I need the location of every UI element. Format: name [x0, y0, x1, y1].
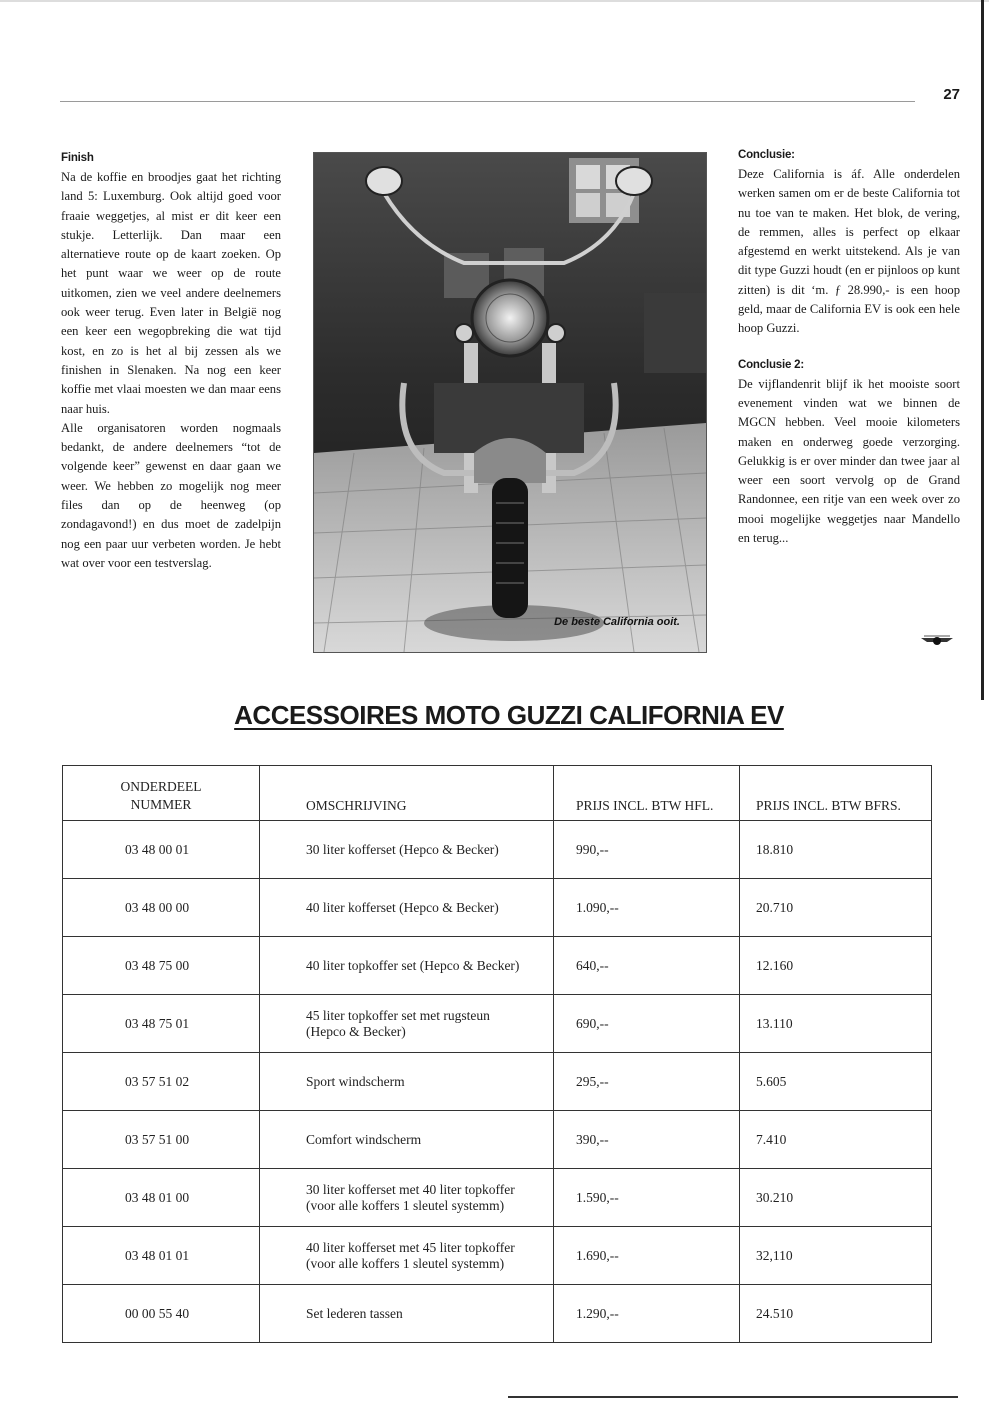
bottom-rule: [508, 1396, 958, 1398]
description-line-1: 30 liter kofferset met 40 liter topkoffer: [306, 1181, 515, 1197]
cell-price-bfrs: [740, 1053, 932, 1111]
page-number: 27: [943, 86, 960, 103]
cell-description: [260, 1285, 554, 1343]
conclusion-2-heading: Conclusie 2:: [738, 358, 804, 371]
cell-price-bfrs: [740, 1111, 932, 1169]
price-bfrs: 24.510: [756, 1305, 794, 1321]
accessories-title: [0, 700, 989, 731]
cell-price-bfrs: [740, 995, 932, 1053]
price-hfl: 640,--: [576, 957, 609, 973]
finish-paragraph-1: Na de koffie en broodjes gaat het richting land 5: Luxemburg. Ook altijd goed voor fraaie weggetjes, al mist er dit keer een stukje. Letterlijk. Dan maar een alternatieve route op de kaart zoeken. Op het punt waar we weer op de route uitkomen, zien we veel andere deelnemers ook weer terug. Even later in België nog een keer een wegopbreking die wat tijd kost, en zo is het al bij zessen als we finishen in Slenaken. Na nog een keer koffie met vlaai moesten we dan maar eens naar huis.: [61, 170, 281, 416]
cell-part: [63, 1285, 260, 1343]
price-hfl: 690,--: [576, 1015, 609, 1031]
table-row: [63, 821, 932, 879]
description-line-2: (Hepco & Becker): [306, 1023, 406, 1039]
cell-price-hfl: [554, 1227, 740, 1285]
cell-part: [63, 821, 260, 879]
price-bfrs: 12.160: [756, 957, 794, 973]
cell-price-bfrs: [740, 937, 932, 995]
cell-price-hfl: [554, 1285, 740, 1343]
part-number: 03 48 01 01: [125, 1247, 190, 1263]
price-bfrs: 13.110: [756, 1015, 793, 1031]
accessories-table: [62, 765, 932, 1343]
description-line-1: 40 liter kofferset met 45 liter topkoffer: [306, 1239, 515, 1255]
cell-part: [63, 1111, 260, 1169]
cell-part: [63, 937, 260, 995]
cell-part: [63, 1053, 260, 1111]
cell-price-hfl: [554, 879, 740, 937]
part-number: 03 57 51 02: [125, 1073, 190, 1089]
price-bfrs: 30.210: [756, 1189, 794, 1205]
cell-price-hfl: [554, 1169, 740, 1227]
table-row: [63, 1227, 932, 1285]
cell-price-hfl: [554, 1111, 740, 1169]
description-line-1: Sport windscherm: [306, 1073, 405, 1089]
description-line-1: 30 liter kofferset (Hepco & Becker): [306, 841, 499, 857]
motorcycle-photo: [313, 152, 707, 653]
price-hfl: 295,--: [576, 1073, 609, 1089]
cell-description: [260, 821, 554, 879]
part-number: 03 48 75 01: [125, 1015, 190, 1031]
cell-description: [260, 995, 554, 1053]
scan-edge-top: [0, 0, 989, 2]
table-row: [63, 995, 932, 1053]
cell-price-hfl: [554, 1053, 740, 1111]
description-line-2: (voor alle koffers 1 sleutel systemm): [306, 1197, 505, 1213]
part-number: 03 48 01 00: [125, 1189, 190, 1205]
cell-description: [260, 1169, 554, 1227]
cell-description: [260, 1053, 554, 1111]
price-hfl: 1.290,--: [576, 1305, 619, 1321]
part-number: 03 57 51 00: [125, 1131, 190, 1147]
conclusion-2-text: De vijflandenrit blijf ik het mooiste soort evenement vinden wat we binnen de MGCN hebben. Veel mooie kilometers maken en onderweg goede verzorging. Gelukkig is er over minder dan twee jaar al weer een soort vervolg op de Grand Randonnee, een ritje van een week over zo mooi mogelijke weggetjes naar Mandello en terug...: [738, 376, 960, 546]
description-line-2: (voor alle koffers 1 sleutel systemm): [306, 1255, 505, 1271]
motorcycle-illustration: [314, 153, 706, 652]
header-price-bfrs-text: PRIJS INCL. BTW BFRS.: [756, 798, 901, 813]
cell-price-bfrs: [740, 1285, 932, 1343]
table-row: [63, 879, 932, 937]
description-line-1: Comfort windscherm: [306, 1131, 422, 1147]
price-bfrs: 20.710: [756, 899, 794, 915]
price-bfrs: 18.810: [756, 841, 794, 857]
table-row: [63, 1053, 932, 1111]
table-row: [63, 937, 932, 995]
scan-edge-right: [981, 0, 984, 700]
header-part-number: [63, 766, 260, 821]
part-number: 03 48 75 00: [125, 957, 190, 973]
header-price-bfrs: [740, 766, 932, 821]
table-row: [63, 1285, 932, 1343]
cell-price-hfl: [554, 995, 740, 1053]
cell-price-hfl: [554, 937, 740, 995]
description-line-1: 40 liter kofferset (Hepco & Becker): [306, 899, 499, 915]
header-part-line-1: ONDERDEEL: [120, 779, 202, 794]
price-hfl: 1.590,--: [576, 1189, 619, 1205]
conclusion-text: Deze California is áf. Alle onderdelen werken samen om er de beste California tot nu toe van te maken. Het blok, de vering, de remmen, alles is perfect op elkaar afgestemd en werkt uitstekend. Als je van dit type Guzzi houdt (en er pijnloos op kunt zitten) is dit ‘m. ƒ 28.990,- is een hoop geld, maar de California EV is ook een hele hoop Guzzi.: [738, 167, 960, 336]
table-row: [63, 1169, 932, 1227]
cell-price-hfl: [554, 821, 740, 879]
left-column: [61, 150, 281, 573]
cell-part: [63, 995, 260, 1053]
cell-price-bfrs: [740, 1169, 932, 1227]
cell-part: [63, 879, 260, 937]
part-number: 03 48 00 01: [125, 841, 190, 857]
cell-description: [260, 879, 554, 937]
finish-heading: Finish: [61, 152, 94, 164]
cell-price-bfrs: [740, 821, 932, 879]
price-bfrs: 7.410: [756, 1131, 787, 1147]
conclusion-heading: Conclusie:: [738, 149, 795, 161]
header-part-line-2: NUMMER: [130, 797, 192, 812]
price-hfl: 390,--: [576, 1131, 609, 1147]
header-description-text: OMSCHRIJVING: [306, 798, 407, 813]
header-price-hfl: [554, 766, 740, 821]
header-price-hfl-text: PRIJS INCL. BTW HFL.: [576, 798, 714, 813]
price-hfl: 1.090,--: [576, 899, 619, 915]
cell-price-bfrs: [740, 879, 932, 937]
finish-paragraph-2: Alle organisatoren worden nogmaals bedankt, de andere deelnemers “tot de volgende keer” gewenst en daar gaan we weer. We hebben zo mogelijk nog meer files dan op de heenweg (op zondagavond!) en dus moet de zadelpijn nog een paar uur verbeten worden. Je hebt wat over voor een testverslag.: [61, 420, 281, 570]
price-hfl: 1.690,--: [576, 1247, 619, 1263]
part-number: 03 48 00 00: [125, 899, 190, 915]
part-number: 00 00 55 40: [125, 1305, 190, 1321]
description-line-1: Set lederen tassen: [306, 1305, 403, 1321]
header-rule: [60, 101, 915, 102]
price-hfl: 990,--: [576, 841, 609, 857]
cell-description: [260, 1111, 554, 1169]
cell-description: [260, 937, 554, 995]
cell-part: [63, 1169, 260, 1227]
description-line-1: 40 liter topkoffer set (Hepco & Becker): [306, 957, 520, 973]
right-column: [738, 147, 960, 548]
table-header-row: [63, 766, 932, 821]
price-bfrs: 5.605: [756, 1073, 787, 1089]
photo-caption: De beste California ooit.: [554, 616, 680, 628]
table-row: [63, 1111, 932, 1169]
description-line-1: 45 liter topkoffer set met rugsteun: [306, 1007, 490, 1023]
club-logo-icon: [920, 633, 954, 647]
cell-price-bfrs: [740, 1227, 932, 1285]
cell-description: [260, 1227, 554, 1285]
header-description: [260, 766, 554, 821]
cell-part: [63, 1227, 260, 1285]
accessories-title-text: ACCESSOIRES MOTO GUZZI CALIFORNIA EV: [234, 700, 784, 730]
price-bfrs: 32,110: [756, 1247, 793, 1263]
